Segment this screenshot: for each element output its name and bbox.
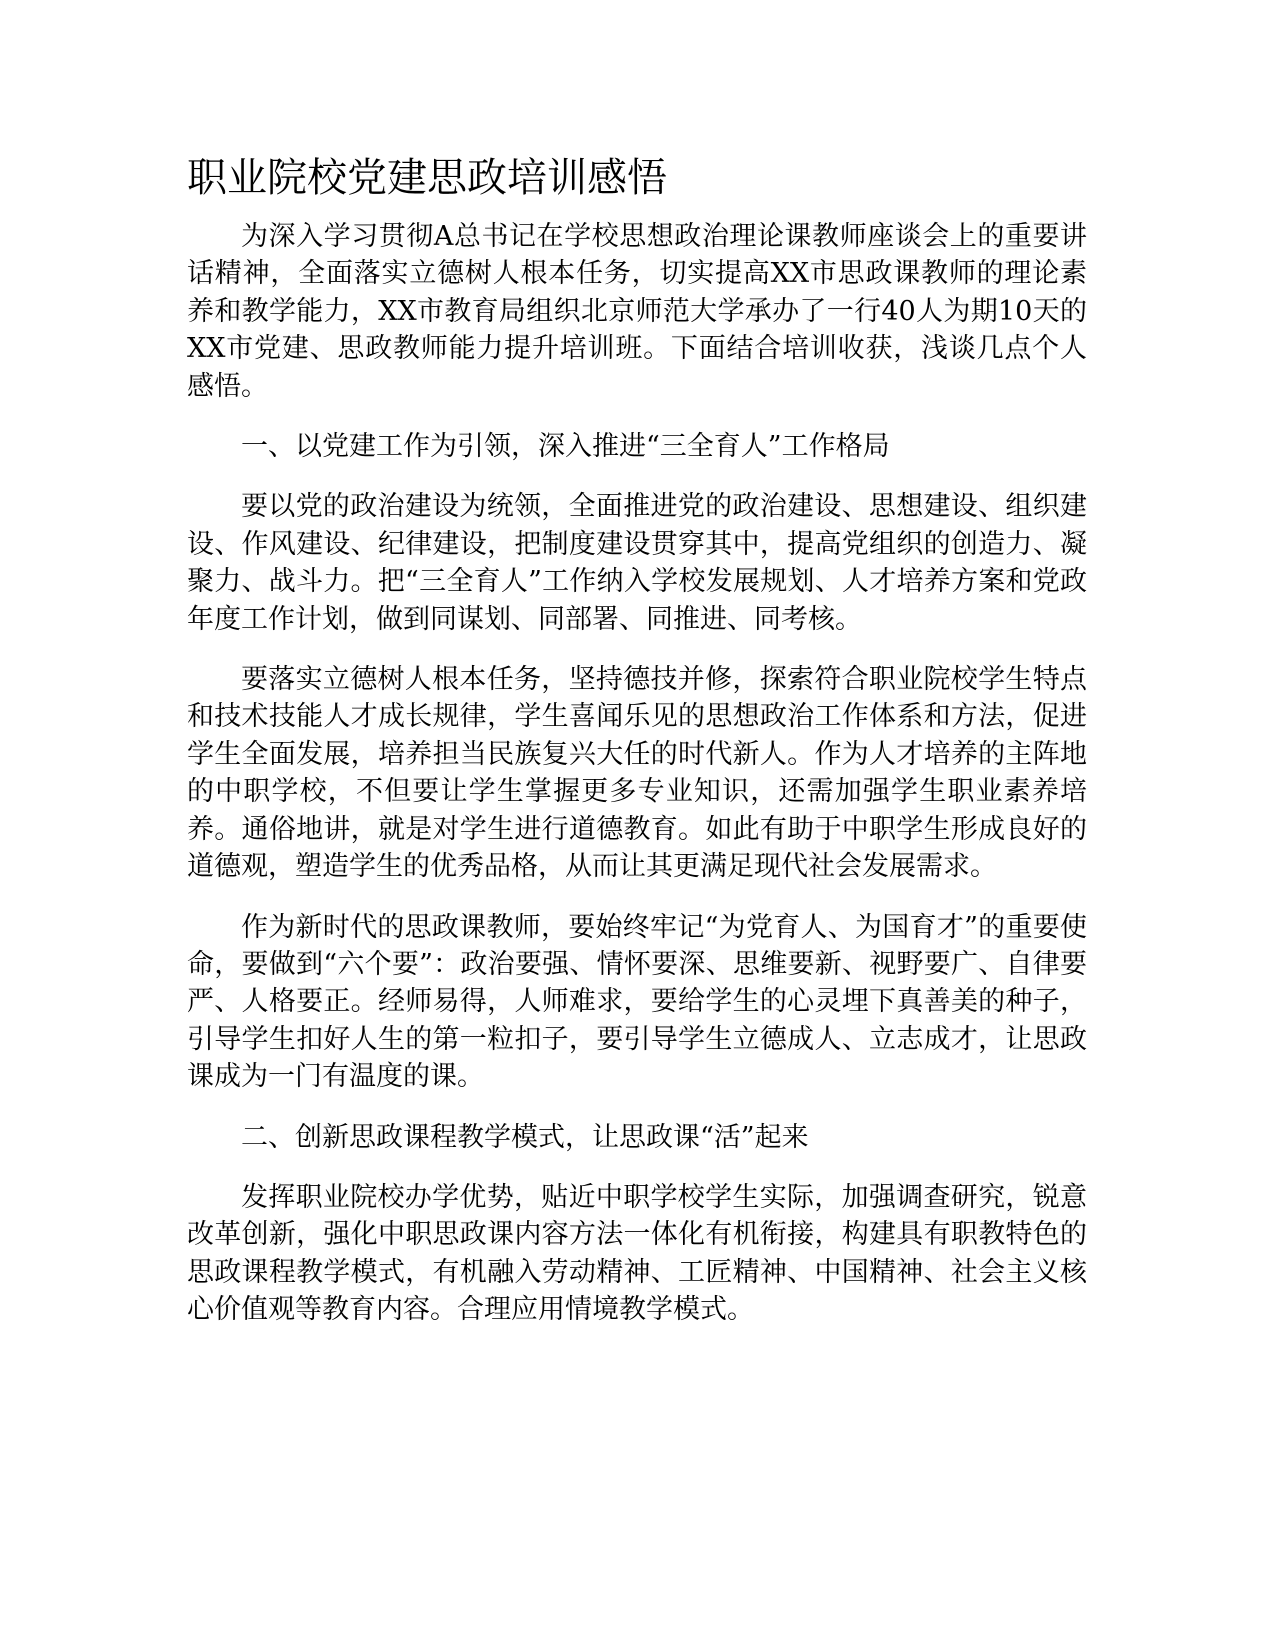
paragraph-moral-education: 要落实立德树人根本任务，坚持德技并修，探索符合职业院校学生特点和技术技能人才成长规律，学生喜闻乐见的思想政治工作体系和方法，促进学生全面发展，培养担当民族复兴大任的时代新人。作为人才培养的主阵地的中职学校，不但要让学生掌握更多专业知识，还需加强学生职业素养培养。通俗地讲，就是对学生进行道德教育。如此有助于中职学生形成良好的道德观，塑造学生的优秀品格，从而让其更满足现代社会发展需求。 [187, 664, 1087, 883]
document-page [187, 150, 1087, 1329]
section-heading-2: 二、创新思政课程教学模式，让思政课“活”起来 [241, 1121, 809, 1153]
paragraph-intro: 为深入学习贯彻A总书记在学校思想政治理论课教师座谈会上的重要讲话精神，全面落实立德树人根本任务，切实提高XX市思政课教师的理论素养和教学能力，XX市教育局组织北京师范大学承办了一行40人为期10天的XX市党建、思政教师能力提升培训班。下面结合培训收获，浅谈几点个人感悟。 [187, 221, 1087, 402]
section-heading-1: 一、以党建工作为引领，深入推进“三全育人”工作格局 [241, 431, 890, 463]
document-title: 职业院校党建思政培训感悟 [187, 155, 667, 201]
paragraph-teaching-model: 发挥职业院校办学优势，贴近中职学校学生实际，加强调查研究，锐意改革创新，强化中职思政课内容方法一体化有机衔接，构建具有职教特色的思政课程教学模式，有机融入劳动精神、工匠精神、中国精神、社会主义核心价值观等教育内容。合理应用情境教学模式。 [187, 1181, 1087, 1326]
paragraph-teacher-mission: 作为新时代的思政课教师，要始终牢记“为党育人、为国育才”的重要使命，要做到“六个要”：政治要强、情怀要深、思维要新、视野要广、自律要严、人格要正。经师易得，人师难求，要给学生的心灵埋下真善美的种子，引导学生扣好人生的第一粒扣子，要引导学生立德成人、立志成才，让思政课成为一门有温度的课。 [187, 911, 1087, 1093]
paragraph-party-building: 要以党的政治建设为统领，全面推进党的政治建设、思想建设、组织建设、作风建设、纪律建设，把制度建设贯穿其中，提高党组织的创造力、凝聚力、战斗力。把“三全育人”工作纳入学校发展规划、人才培养方案和党政年度工作计划，做到同谋划、同部署、同推进、同考核。 [187, 491, 1087, 635]
